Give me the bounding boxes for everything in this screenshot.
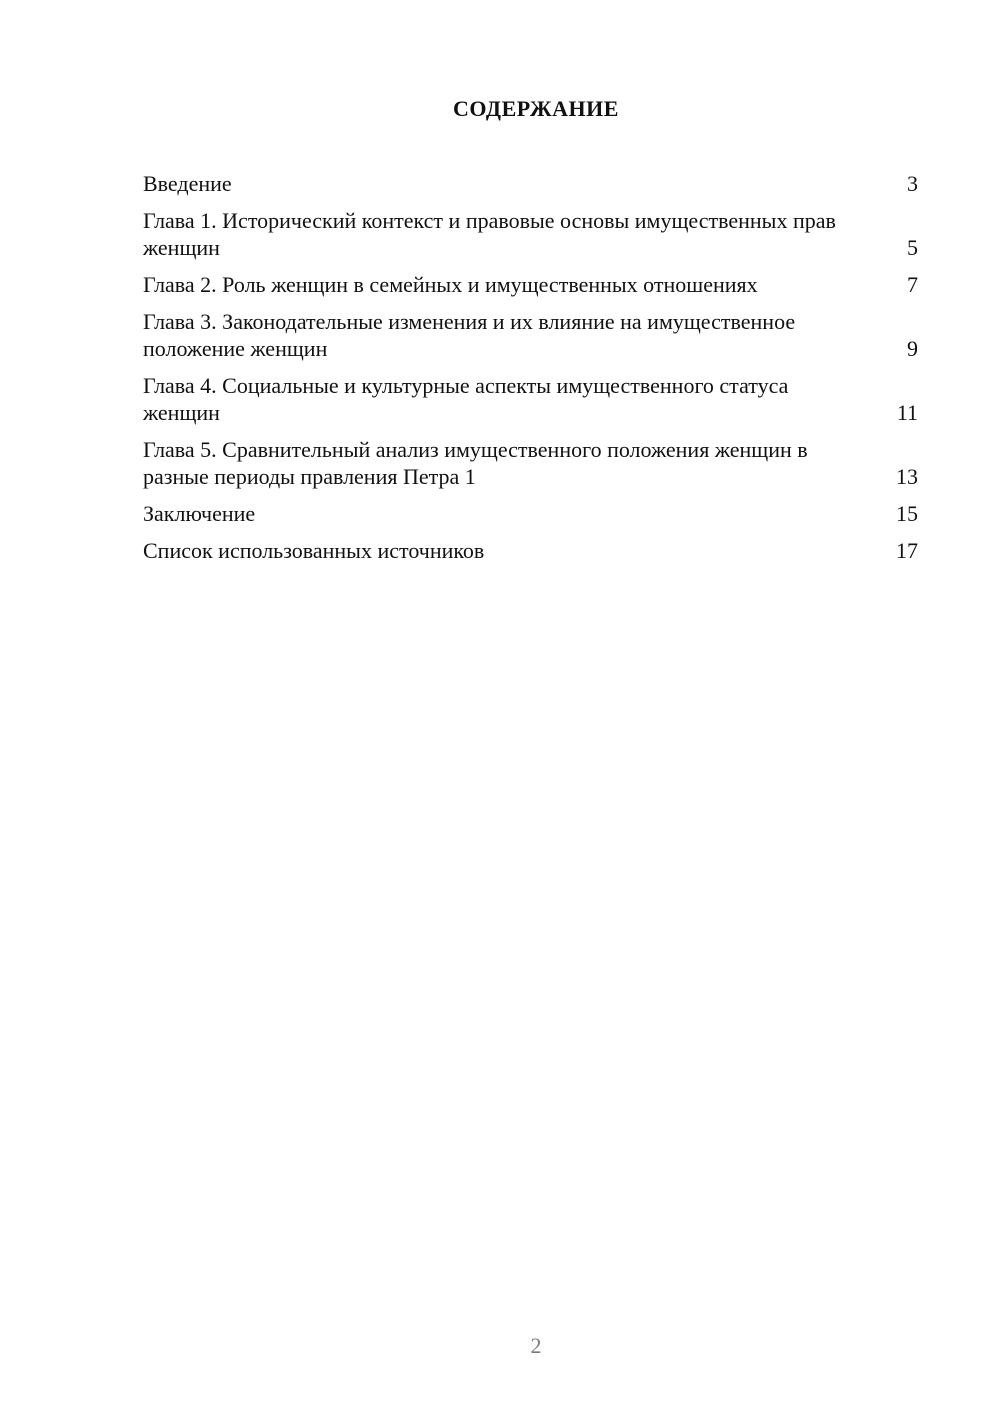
toc-entry-label: Глава 2. Роль женщин в семейных и имущественных отношениях xyxy=(143,272,758,297)
toc-entry-chapter-2 xyxy=(143,271,918,298)
toc-entry-label: Глава 5. Сравнительный анализ имущественного положения женщин в разные периоды правления Петра 1 xyxy=(143,437,808,489)
toc-entry-chapter-3 xyxy=(143,308,918,362)
toc-entry-chapter-1 xyxy=(143,207,918,261)
toc-entry-chapter-4 xyxy=(143,372,918,426)
toc-entry-page: 3 xyxy=(907,171,918,196)
toc-entry-introduction xyxy=(143,170,918,197)
toc-entry-references xyxy=(143,537,918,564)
toc-entry-label: Глава 1. Исторический контекст и правовые основы имущественных прав женщин xyxy=(143,208,836,260)
toc-entry-label: Глава 3. Законодательные изменения и их влияние на имущественное положение женщин xyxy=(143,309,796,361)
table-of-contents xyxy=(143,170,918,574)
toc-entry-page: 7 xyxy=(907,272,918,297)
toc-entry-page: 17 xyxy=(896,538,918,563)
toc-entry-label: Список использованных источников xyxy=(143,538,485,563)
toc-entry-label: Глава 4. Социальные и культурные аспекты имущественного статуса женщин xyxy=(143,373,789,425)
toc-entry-chapter-5 xyxy=(143,436,918,490)
toc-entry-page: 5 xyxy=(907,235,918,260)
toc-entry-page: 11 xyxy=(896,400,918,425)
toc-entry-label: Заключение xyxy=(143,501,256,526)
toc-entry-label: Введение xyxy=(143,171,232,196)
toc-entry-page: 13 xyxy=(896,464,918,489)
page-number: 2 xyxy=(530,1333,542,1358)
toc-title: СОДЕРЖАНИЕ xyxy=(453,96,619,121)
toc-entry-page: 15 xyxy=(896,501,918,526)
toc-entry-conclusion xyxy=(143,500,918,527)
toc-entry-page: 9 xyxy=(907,336,918,361)
